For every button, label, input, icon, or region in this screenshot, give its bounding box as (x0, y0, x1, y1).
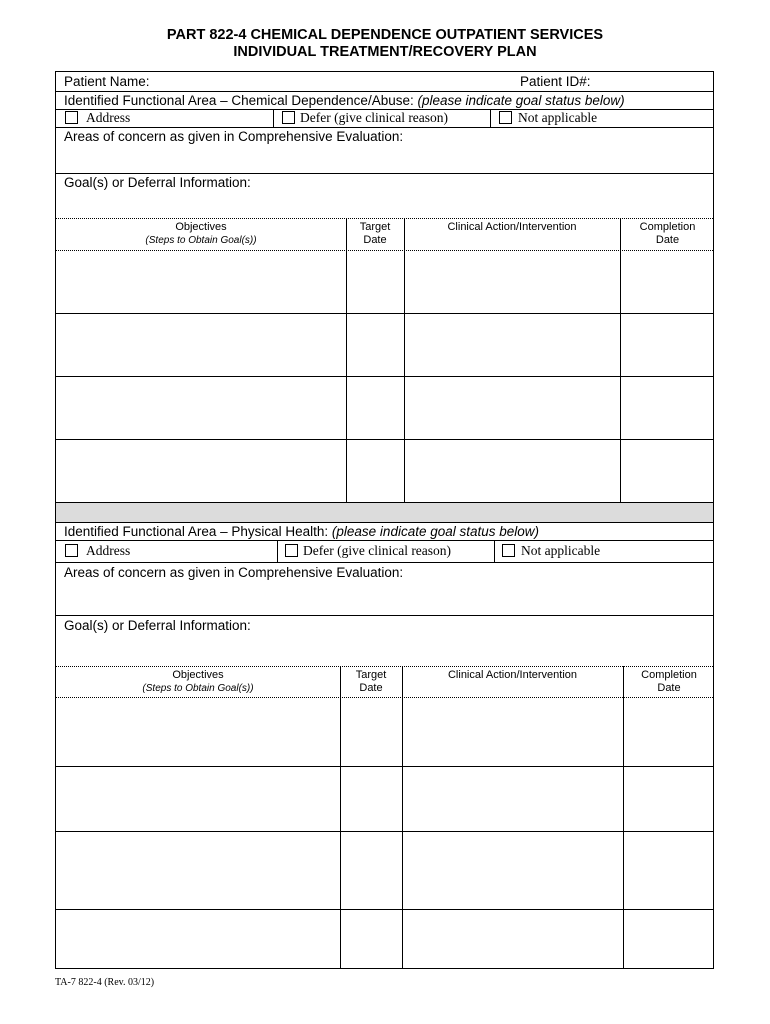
table-row[interactable] (56, 767, 713, 831)
table-row[interactable] (56, 314, 713, 376)
form-title-line2: INDIVIDUAL TREATMENT/RECOVERY PLAN (233, 44, 537, 60)
patient-id-field[interactable] (596, 72, 714, 91)
areas-of-concern-label: Areas of concern as given in Comprehensive Evaluation: (64, 129, 404, 144)
clinical-action-header: Clinical Action/Intervention (447, 669, 577, 681)
objectives-header: Objectives (Steps to Obtain Goal(s)) (145, 221, 257, 246)
areas-of-concern-field[interactable] (56, 583, 713, 615)
completion-date-header: Completion Date (641, 669, 697, 694)
table-row[interactable] (56, 440, 713, 502)
not-applicable-checkbox[interactable] (499, 111, 512, 124)
goal-label: Goal(s) or Deferral Information: (64, 175, 251, 190)
form-footer-code: TA-7 822-4 (Rev. 03/12) (55, 977, 155, 988)
completion-date-header: Completion Date (639, 221, 696, 246)
section-physical-health (55, 522, 714, 969)
address-checkbox[interactable] (65, 111, 78, 124)
address-option-label: Address (86, 543, 131, 558)
table-row[interactable] (56, 832, 713, 909)
table-row[interactable] (56, 910, 713, 968)
patient-name-field[interactable] (56, 72, 516, 91)
defer-checkbox[interactable] (285, 544, 298, 557)
goal-field[interactable] (56, 193, 713, 218)
patient-name-label: Patient Name: (64, 74, 150, 89)
defer-option-label: Defer (give clinical reason) (303, 543, 452, 558)
defer-checkbox[interactable] (282, 111, 295, 124)
form-title-line1: PART 822-4 CHEMICAL DEPENDENCE OUTPATIENT SERVICES (166, 27, 604, 43)
address-checkbox[interactable] (65, 544, 78, 557)
areas-of-concern-label: Areas of concern as given in Comprehensive Evaluation: (64, 565, 404, 580)
section-chemical-dependence (55, 71, 714, 503)
not-applicable-option-label: Not applicable (518, 110, 598, 125)
patient-id-label: Patient ID#: (520, 74, 591, 89)
not-applicable-checkbox[interactable] (502, 544, 515, 557)
section-separator (55, 502, 714, 523)
functional-area-label: Identified Functional Area – Physical Health: (please indicate goal status below) (64, 524, 540, 539)
target-date-header: Target Date (359, 221, 391, 246)
target-date-header: Target Date (355, 669, 387, 694)
goal-label: Goal(s) or Deferral Information: (64, 618, 251, 633)
table-row[interactable] (56, 251, 713, 313)
table-row[interactable] (56, 698, 713, 766)
objectives-header: Objectives (Steps to Obtain Goal(s)) (142, 669, 254, 694)
clinical-action-header: Clinical Action/Intervention (447, 221, 577, 233)
not-applicable-option-label: Not applicable (521, 543, 601, 558)
address-option-label: Address (86, 110, 131, 125)
defer-option-label: Defer (give clinical reason) (300, 110, 449, 125)
areas-of-concern-field[interactable] (56, 147, 713, 173)
goal-field[interactable] (56, 636, 713, 666)
functional-area-label: Identified Functional Area – Chemical Dependence/Abuse: (please indicate goal status below) (64, 93, 625, 108)
table-row[interactable] (56, 377, 713, 439)
